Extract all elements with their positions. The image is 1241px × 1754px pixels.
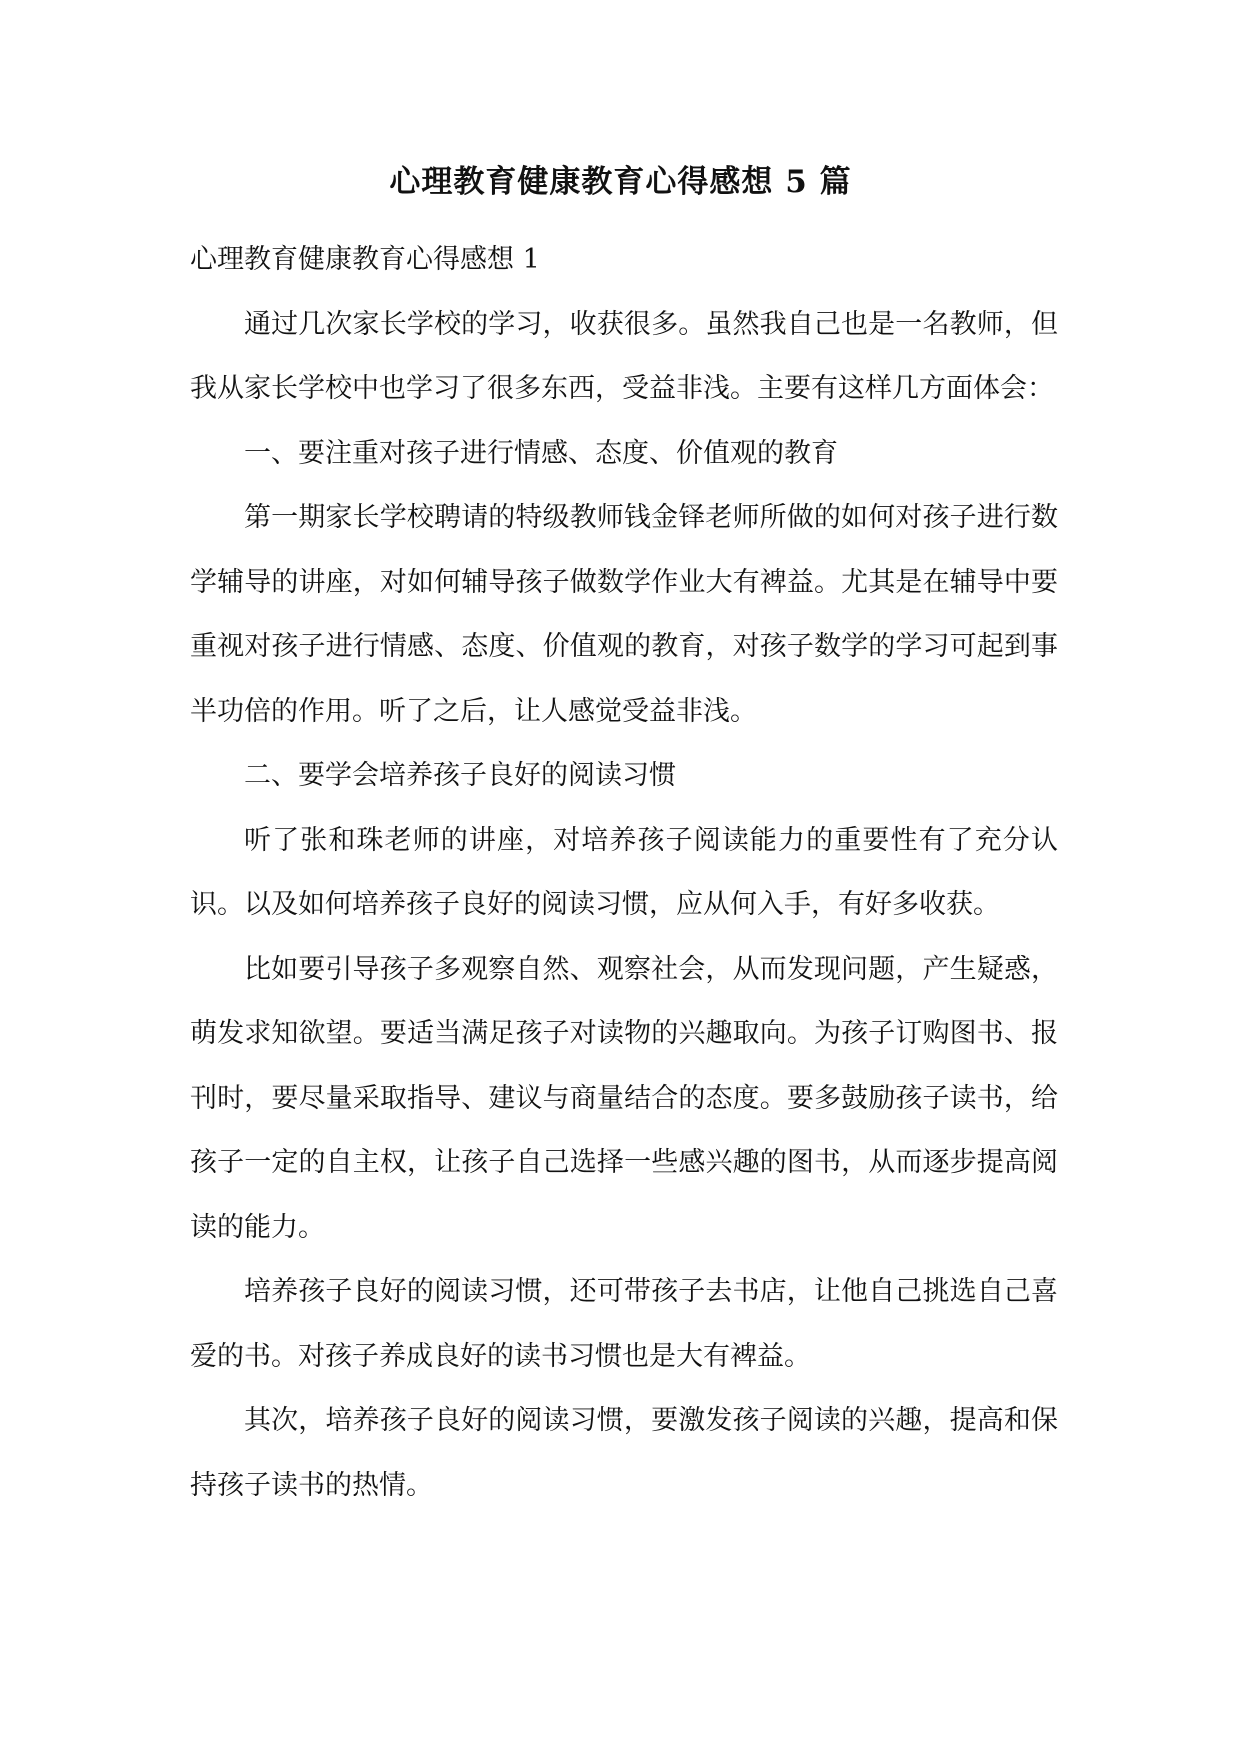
section-heading: 心理教育健康教育心得感想 1 [190,244,540,275]
paragraph: 一、要注重对孩子进行情感、态度、价值观的教育 [244,437,838,469]
paragraph: 二、要学会培养孩子良好的阅读习惯 [244,760,676,791]
paragraph: 通过几次家长学校的学习，收获很多。虽然我自己也是一名教师，但我从家长学校中也学习了很多东西，受益非浅。主要有这样几方面体会： [190,308,1058,404]
document-body [190,228,1058,1518]
paragraph: 第一期家长学校聘请的特级教师钱金铎老师所做的如何对孩子进行数学辅导的讲座，对如何辅导孩子做数学作业大有裨益。尤其是在辅导中要重视对孩子进行情感、态度、价值观的教育，对孩子数学的学习可起到事半功倍的作用。听了之后，让人感觉受益非浅。 [190,502,1058,727]
paragraph: 听了张和珠老师的讲座，对培养孩子阅读能力的重要性有了充分认识。以及如何培养孩子良好的阅读习惯，应从何入手，有好多收获。 [190,824,1058,920]
document-title: 心理教育健康教育心得感想 5 篇 [389,164,852,200]
paragraph: 其次，培养孩子良好的阅读习惯，要激发孩子阅读的兴趣，提高和保持孩子读书的热情。 [190,1405,1058,1501]
paragraph: 比如要引导孩子多观察自然、观察社会，从而发现问题，产生疑惑，萌发求知欲望。要适当满足孩子对读物的兴趣取向。为孩子订购图书、报刊时，要尽量采取指导、建议与商量结合的态度。要多鼓励孩子读书，给孩子一定的自主权，让孩子自己选择一些感兴趣的图书，从而逐步提高阅读的能力。 [190,953,1058,1243]
paragraph: 培养孩子良好的阅读习惯，还可带孩子去书店，让他自己挑选自己喜爱的书。对孩子养成良好的读书习惯也是大有裨益。 [190,1276,1058,1372]
